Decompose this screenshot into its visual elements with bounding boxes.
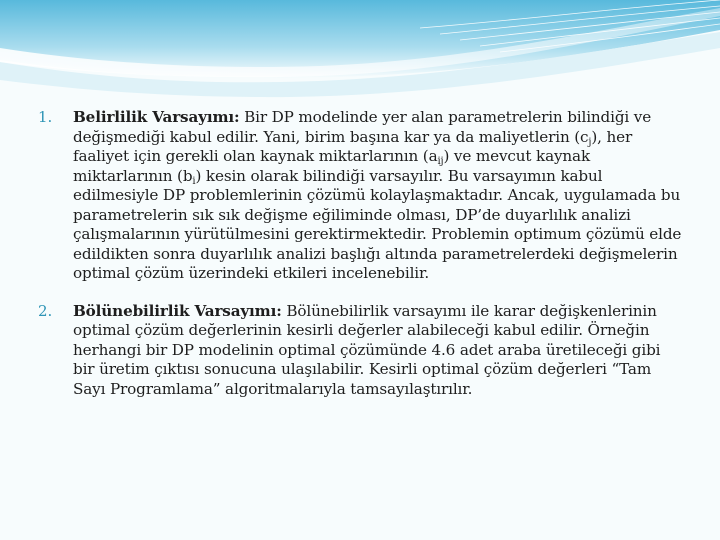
subscript: j <box>588 136 592 148</box>
subscript: i <box>192 175 196 187</box>
text-segment: ) ve mevcut kaynak miktarlarının (b <box>73 147 590 185</box>
subscript: ij <box>437 156 444 167</box>
text-segment: ) kesin olarak bilindiği varsayılır. Bu varsayımın kabul edilmesiyle DP problemlerinin çözümü kolaylaşmaktadır. Ancak, uygulamada bu parametrelerin sık sık değişme eğiliminde olması, DP’de duyarlılık analizi çalışmalarının yürütülmesini gerektirmektedir. Problemin optimum çözümü elde edildikten sonra duyarlılık analizi başlığı altında parametrelerdeki değişmelerin optimal çözüm üzerindeki etkileri incelenebilir. <box>73 166 682 282</box>
text-segment: Bir DP modelinde yer alan parametrelerin bilindiği ve değişmediği kabul edilir. Yani, birim başına kar ya da maliyetlerin (c <box>73 108 652 146</box>
list-item <box>38 108 686 284</box>
list-number: 2. <box>38 301 53 320</box>
content-list <box>38 108 686 417</box>
list-text <box>73 108 686 284</box>
term-heading: Bölünebilirlik Varsayımı: <box>73 301 282 320</box>
list-item <box>38 302 686 400</box>
list-number: 1. <box>38 108 53 126</box>
text-segment: Bölünebilirlik varsayımı ile karar değişkenlerinin optimal çözüm değerlerinin kesirli değerler alabileceği kabul edilir. Örneğin herhangi bir DP modelinin optimal çözümünde 4.6 adet araba üretileceği gibi bir üretim çıktısı sonucuna ulaşılabilir. Kesirli optimal çözüm değerleri “Tam Sayı Programlama” algoritmalarıyla tamsayılaştırılır. <box>73 301 661 398</box>
wave-decoration <box>0 0 720 120</box>
text-segment: ), her faaliyet için gerekli olan kaynak miktarlarının (a <box>73 127 633 165</box>
list-text <box>73 302 686 400</box>
term-heading: Belirlilik Varsayımı: <box>73 108 240 126</box>
